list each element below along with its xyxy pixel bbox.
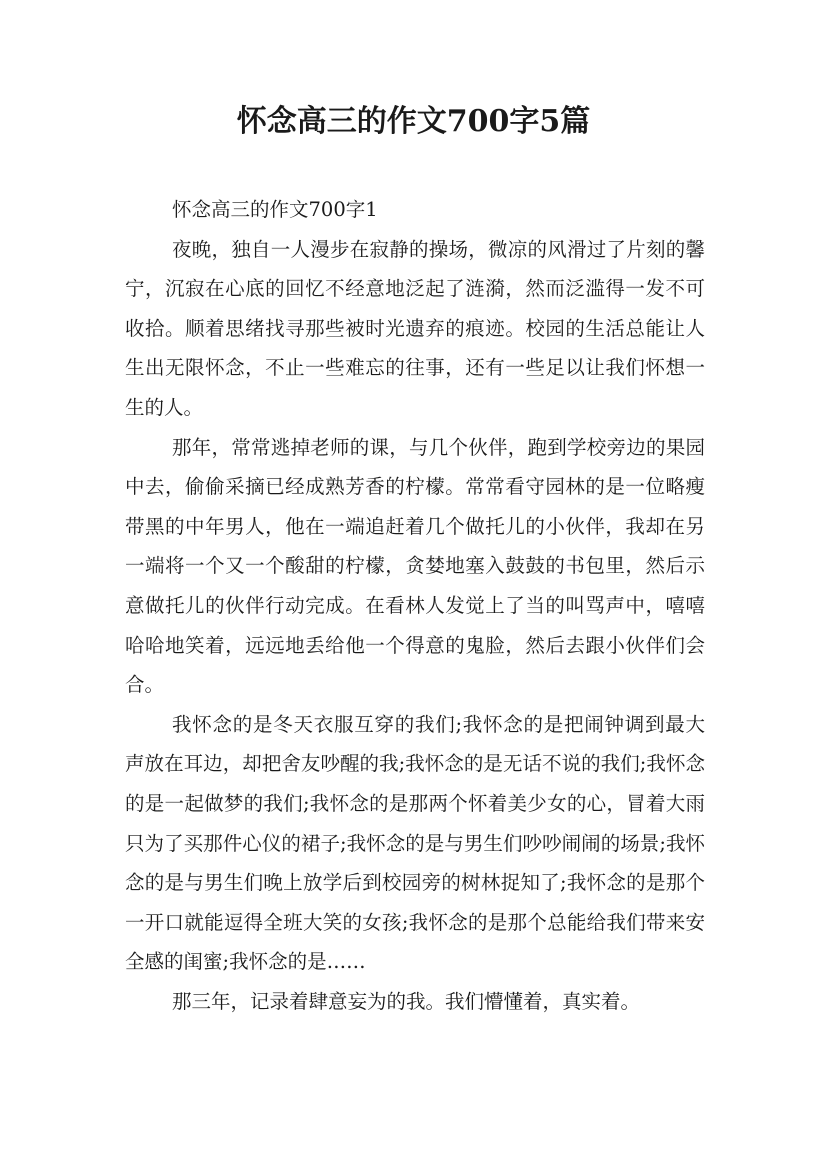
paragraph-4: 那三年，记录着肆意妄为的我。我们懵懂着，真实着。 xyxy=(172,989,641,1013)
paragraph-1: 夜晚，独自一人漫步在寂静的操场，微凉的风滑过了片刻的馨宁，沉寂在心底的回忆不经意地泛起了涟漪，然而泛滥得一发不可收拾。顺着思绪找寻那些被时光遗弃的痕迹。校园的生活总能让人生出无限怀念，不止一些难忘的往事，还有一些足以让我们怀想一生的人。 xyxy=(125,237,705,419)
paragraph-2: 那年，常常逃掉老师的课，与几个伙伴，跑到学校旁边的果园中去，偷偷采摘已经成熟芳香的柠檬。常常看守园林的是一位略瘦带黑的中年男人，他在一端追赶着几个做托儿的小伙伴，我却在另一端将一个又一个酸甜的柠檬，贪婪地塞入鼓鼓的书包里，然后示意做托儿的伙伴行动完成。在看林人发觉上了当的叫骂声中，嘻嘻哈哈地笑着，远远地丢给他一个得意的鬼脸，然后去跟小伙伴们会合。 xyxy=(125,435,705,697)
document-body xyxy=(125,190,705,1021)
document-title: 怀念高三的作文700字5篇 xyxy=(236,104,591,139)
paragraph-3: 我怀念的是冬天衣服互穿的我们;我怀念的是把闹钟调到最大声放在耳边，却把舍友吵醒的我;我怀念的是无话不说的我们;我怀念的是一起做梦的我们;我怀念的是那两个怀着美少女的心，冒着大雨只为了买那件心仪的裙子;我怀念的是与男生们吵吵闹闹的场景;我怀念的是与男生们晚上放学后到校园旁的树林捉知了;我怀念的是那个一开口就能逗得全班大笑的女孩;我怀念的是那个总能给我们带来安全感的闺蜜;我怀念的是…… xyxy=(125,712,705,974)
section-heading: 怀念高三的作文700字1 xyxy=(172,198,378,221)
